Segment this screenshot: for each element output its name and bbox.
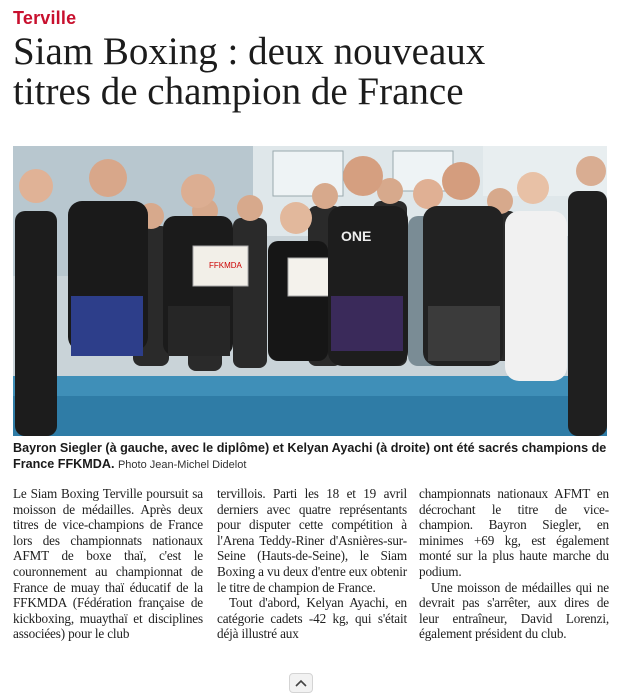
headline-line-1: Siam Boxing : deux nouveaux (13, 30, 486, 73)
paragraph: Tout d'abord, Kelyan Ayachi, en catégorie cadets -42 kg, qui s'était déjà illustré aux (217, 595, 407, 642)
photo-image (13, 146, 607, 436)
shirt-text: ONE (341, 228, 372, 244)
caption-text: Bayron Siegler (à gauche, avec le diplôme) et Kelyan Ayachi (à droite) ont été sacrés champions de France FFKMDA. (13, 441, 607, 471)
section-kicker: Terville (13, 8, 77, 28)
article-column-1 (13, 486, 203, 642)
photo-caption (13, 440, 607, 473)
diploma-text: FFKMDA (209, 261, 242, 270)
article-column-3 (419, 486, 609, 642)
paragraph: championnats nationaux AFMT en décrochant le titre de vice-champion. Bayron Siegler, en minimes +69 kg, est également monté sur la plus haute marche du podium. (419, 486, 609, 579)
article-headline (13, 32, 613, 112)
headline-line-2: titres de champion de France (13, 70, 464, 113)
article-photo (13, 146, 607, 436)
scroll-up-button[interactable] (289, 673, 313, 693)
chevron-up-icon (295, 679, 307, 687)
paragraph: tervillois. Parti les 18 et 19 avril derniers avec quatre représentants pour disputer cette compétition à l'Arena Teddy-Riner d'Asnières-sur-Seine (Hauts-de-Seine), le Siam Boxing a vu deux d'entre eux obtenir le titre de champion de France. (217, 486, 407, 595)
paragraph: Le Siam Boxing Terville poursuit sa moisson de médailles. Après deux titres de vice-champions de France lors des championnats nationaux AFMT de boxe thaï, c'est le couronnement au championnat de France de muay thaï éducatif de la FFKMDA (Fédération française de kickboxing, muaythaï et disciplines associées) pour le club (13, 486, 203, 642)
paragraph: Une moisson de médailles qui ne devrait pas s'arrêter, aux dires de leur entraîneur, David Lorenzi, également président du club. (419, 579, 609, 642)
article-column-2 (217, 486, 407, 642)
photo-credit: Photo Jean-Michel Didelot (117, 459, 247, 471)
